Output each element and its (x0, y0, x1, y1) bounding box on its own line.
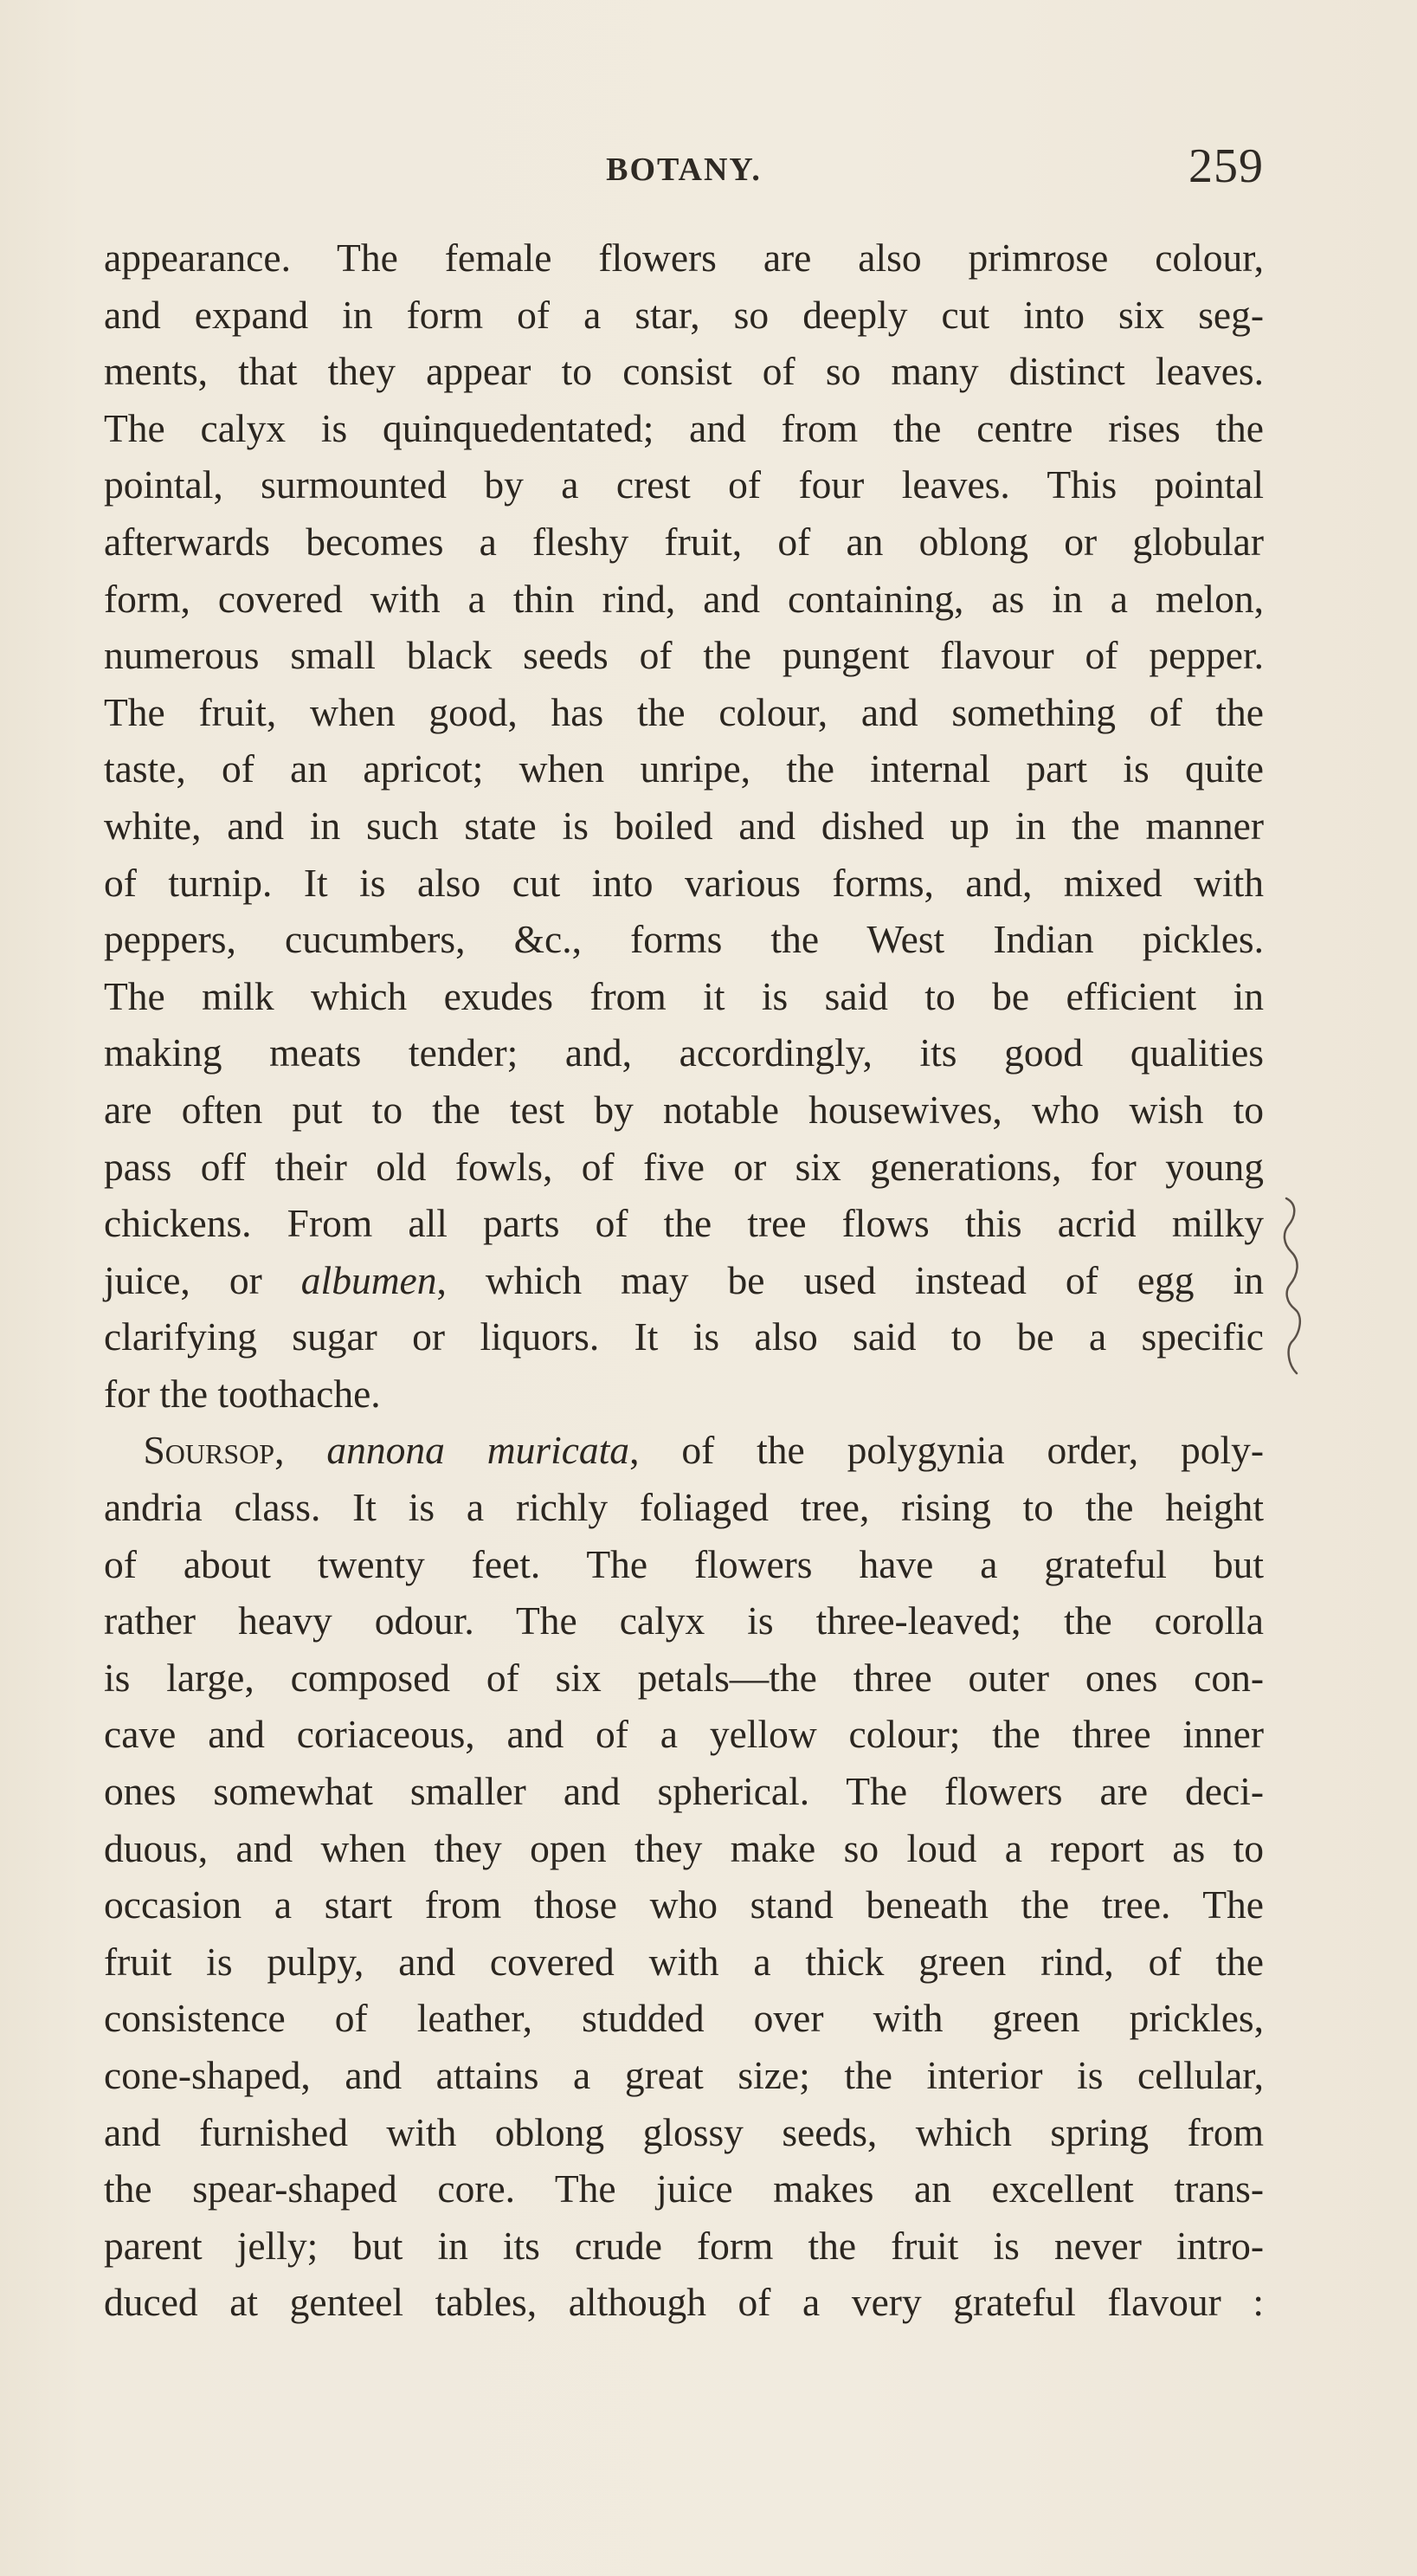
text-line (104, 1422, 1264, 1479)
text-line: The milk which exudes from it is said to be efficient in (104, 973, 1264, 1018)
text-line: form, covered with a thin rind, and containing, as in a melon, (104, 576, 1264, 621)
text-line: pointal, surmounted by a crest of four leaves. This pointal (104, 462, 1264, 507)
text-line: The calyx is quinquedentated; and from the centre rises the (104, 405, 1264, 450)
text-line: and expand in form of a star, so deeply cut into six seg- (104, 292, 1264, 337)
text-line: ones somewhat smaller and spherical. The flowers are deci- (104, 1769, 1264, 1814)
text-line: rather heavy odour. The calyx is three-leaved; the corolla (104, 1598, 1264, 1643)
text-line: cave and coriaceous, and of a yellow colour; the three inner (104, 1712, 1264, 1757)
text-line: for the toothache. (104, 1371, 381, 1416)
text-line: numerous small black seeds of the pungent flavour of pepper. (104, 633, 1264, 678)
page-header (104, 139, 1264, 206)
text-line: making meats tender; and, accordingly, its good qualities (104, 1030, 1264, 1075)
margin-bracket-mark (1279, 1195, 1314, 1377)
text-line: consistence of leather, studded over with green prickles, (104, 1996, 1264, 2041)
running-head: BOTANY. (606, 152, 762, 188)
text-line: duced at genteel tables, although of a very grateful flavour : (104, 2280, 1264, 2325)
entry-heading: Soursop (143, 1428, 275, 1473)
text-line: duous, and when they open they make so loud a report as to (104, 1825, 1264, 1870)
text-line: The fruit, when good, has the colour, and something of the (104, 689, 1264, 734)
line-pre: juice, or (104, 1257, 301, 1302)
text-line: peppers, cucumbers, &c., forms the West Indian pickles. (104, 917, 1264, 962)
text-line (104, 1252, 1264, 1309)
page-number: 259 (1188, 139, 1264, 193)
text-line: afterwards becomes a fleshy fruit, of an oblong or globular (104, 519, 1264, 564)
text-line: of turnip. It is also cut into various forms, and, mixed with (104, 860, 1264, 905)
text-line: the spear-shaped core. The juice makes an excellent trans- (104, 2166, 1264, 2211)
italic-term: albumen (300, 1257, 437, 1302)
italic-term: annona muricata (326, 1428, 630, 1473)
body-text (104, 229, 1264, 2331)
text-line: chickens. From all parts of the tree flows this acrid milky (104, 1201, 1264, 1246)
text-line: taste, of an apricot; when unripe, the internal part is quite (104, 746, 1264, 791)
text-line: fruit is pulpy, and covered with a thick green rind, of the (104, 1939, 1264, 1984)
line-pre: , (274, 1428, 327, 1473)
text-line: is large, composed of six petals—the three outer ones con- (104, 1655, 1264, 1700)
text-line: occasion a start from those who stand beneath the tree. The (104, 1882, 1264, 1927)
text-line: white, and in such state is boiled and dished up in the manner (104, 803, 1264, 848)
text-line: clarifying sugar or liquors. It is also said to be a specific (104, 1314, 1264, 1359)
text-line: parent jelly; but in its crude form the fruit is never intro- (104, 2223, 1264, 2268)
line-post: , which may be used instead of egg in (436, 1257, 1264, 1302)
text-line: and furnished with oblong glossy seeds, which spring from (104, 2109, 1264, 2154)
text-line: are often put to the test by notable housewives, who wish to (104, 1087, 1264, 1132)
text-line: pass off their old fowls, of five or six generations, for young (104, 1144, 1264, 1189)
text-line: appearance. The female flowers are also primrose colour, (104, 236, 1264, 280)
text-line: andria class. It is a richly foliaged tree, rising to the height (104, 1485, 1264, 1530)
line-post: , of the polygynia order, poly- (629, 1428, 1265, 1473)
text-line: cone-shaped, and attains a great size; the interior is cellular, (104, 2053, 1264, 2097)
text-line: ments, that they appear to consist of so many distinct leaves. (104, 349, 1264, 394)
text-line: of about twenty feet. The flowers have a grateful but (104, 1541, 1264, 1586)
